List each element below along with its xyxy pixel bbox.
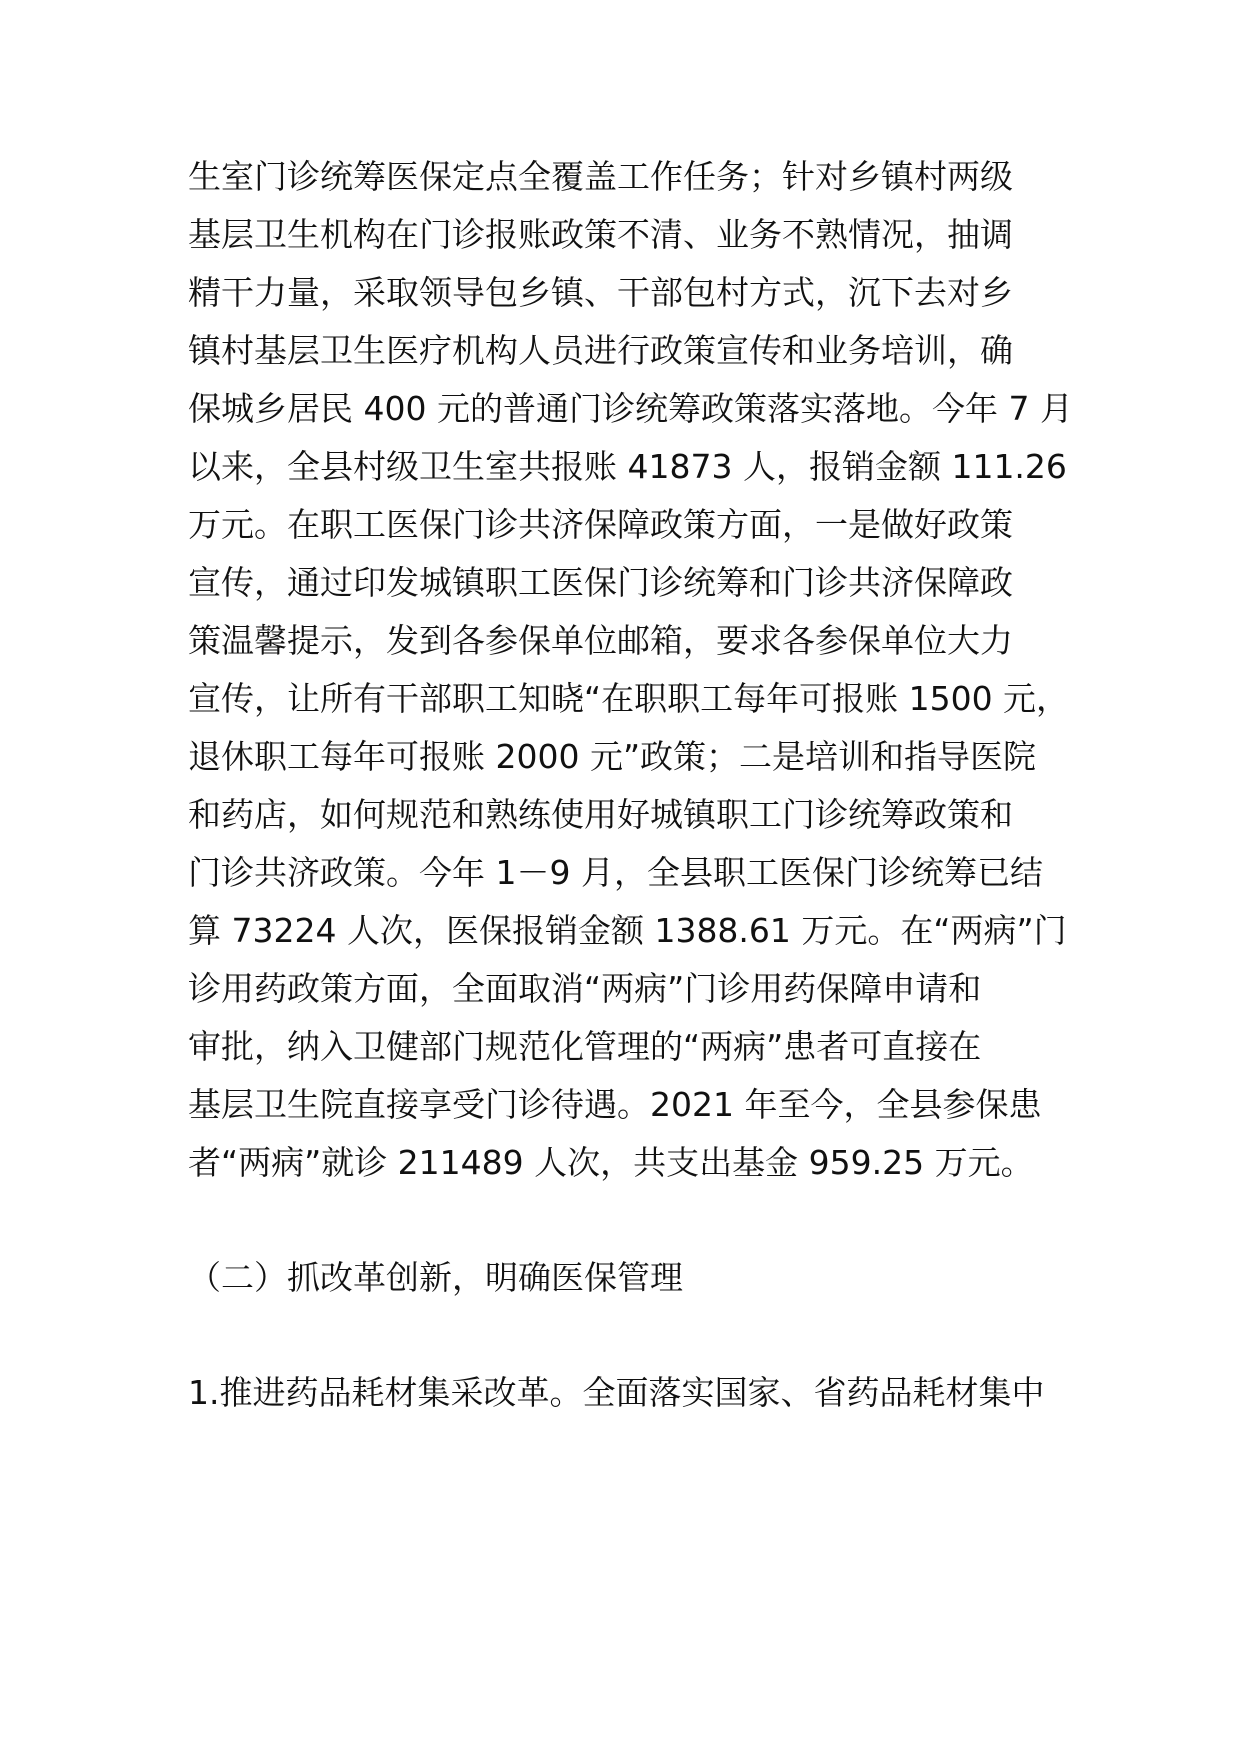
section-heading: （二）抓改革创新，明确医保管理 [188,1258,683,1297]
paragraph-line: 宣传，通过印发城镇职工医保门诊统筹和门诊共济保障政 [188,563,1013,602]
paragraph-line: 基层卫生院直接享受门诊待遇。2021 年至今，全县参保患 [188,1085,1042,1124]
paragraph-line: 诊用药政策方面，全面取消“两病”门诊用药保障申请和 [188,969,982,1008]
paragraph-line: 镇村基层卫生医疗机构人员进行政策宣传和业务培训，确 [188,331,1013,370]
paragraph-line: 门诊共济政策。今年 1－9 月，全县职工医保门诊统筹已结 [188,853,1043,892]
paragraph-line: 万元。在职工医保门诊共济保障政策方面，一是做好政策 [188,505,1013,544]
paragraph-line: 以来，全县村级卫生室共报账 41873 人，报销金额 111.26 [188,447,1067,486]
paragraph-line: 保城乡居民 400 元的普通门诊统筹政策落实落地。今年 7 月 [188,389,1073,428]
paragraph-line: 和药店，如何规范和熟练使用好城镇职工门诊统筹政策和 [188,795,1013,834]
paragraph-line: 审批，纳入卫健部门规范化管理的“两病”患者可直接在 [188,1027,982,1066]
paragraph-line: 策温馨提示，发到各参保单位邮箱，要求各参保单位大力 [188,621,1013,660]
paragraph-line: 者“两病”就诊 211489 人次，共支出基金 959.25 万元。 [188,1143,1034,1182]
paragraph-line: 基层卫生机构在门诊报账政策不清、业务不熟情况，抽调 [188,215,1013,254]
paragraph-line: 生室门诊统筹医保定点全覆盖工作任务；针对乡镇村两级 [188,157,1013,196]
paragraph-line: 算 73224 人次，医保报销金额 1388.61 万元。在“两病”门 [188,911,1067,950]
subsection-line: 1.推进药品耗材集采改革。全面落实国家、省药品耗材集中 [188,1373,1045,1412]
paragraph-line: 宣传，让所有干部职工知晓“在职职工每年可报账 1500 元， [188,679,1070,718]
paragraph-line: 精干力量，采取领导包乡镇、干部包村方式，沉下去对乡 [188,273,1013,312]
paragraph-line: 退休职工每年可报账 2000 元”政策；二是培训和指导医院 [188,737,1037,776]
